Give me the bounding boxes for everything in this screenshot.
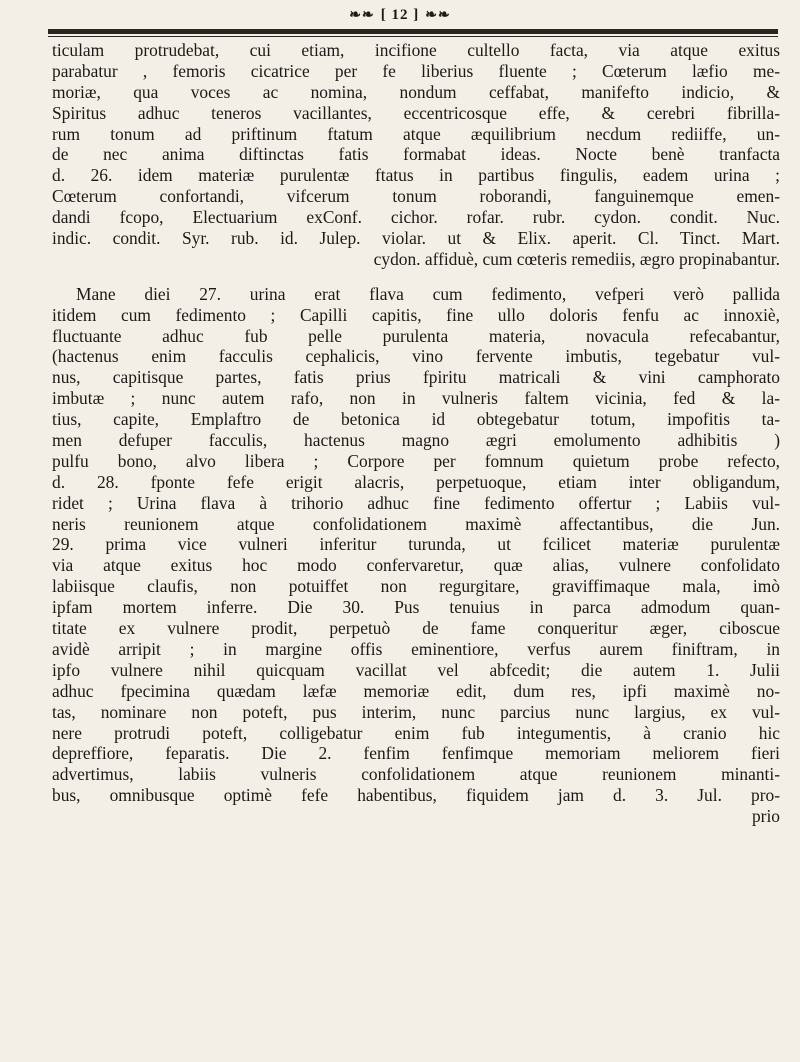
text-line: Spiritus adhuc teneros vacillantes, eccentricosque effe, & cerebri fibrilla- <box>52 102 780 123</box>
text-line: d. 28. fponte fefe erigit alacris, perpetuoque, etiam inter obligandum, <box>52 471 780 492</box>
text-line: adhuc fpecimina quædam læfæ memoriæ edit, dum res, ipfi maximè no- <box>52 680 780 701</box>
text-line: Mane diei 27. urina erat flava cum fedimento, vefperi verò pallida <box>76 283 780 304</box>
text-line: men defuper facculis, hactenus magno ægri emolumento adhibitis ) <box>52 430 780 451</box>
paragraph-gap <box>52 270 780 284</box>
text-line: nus, capitisque partes, fatis prius fpiritu matricali & vini camphorato <box>52 367 780 388</box>
text-line: tius, capite, Emplaftro de betonica id obtegebatur totum, impofitis ta- <box>52 409 780 430</box>
text-line: indic. condit. Syr. rub. id. Julep. violar. ut & Elix. aperit. Cl. Tinct. Mart. <box>52 228 780 249</box>
text-line: ticulam protrudebat, cui etiam, incifione cultello facta, via atque exitus <box>52 40 780 60</box>
text-line: titate ex vulnere prodit, perpetuò de fame conqueritur æger, ciboscue <box>52 618 780 639</box>
header-rule-thin <box>48 36 778 37</box>
text-line: avidè arripit ; in margine offis eminentiore, verfus aurem finiftram, in <box>52 638 780 659</box>
text-line: ipfam mortem inferre. Die 30. Pus tenuius in parca admodum quan- <box>52 597 780 618</box>
text-line: dandi fcopo, Electuarium exConf. cichor. rofar. rubr. cydon. condit. Nuc. <box>52 207 780 228</box>
text-line: rum tonum ad priftinum ftatum atque æquilibrium necdum rediiffe, un- <box>52 123 780 144</box>
text-line: ipfo vulnere nihil quicquam vacillat vel abfcedit; die autem 1. Julii <box>52 659 780 680</box>
text-line: 29. prima vice vulneri inferitur turunda, ut fcilicet materiæ purulentæ <box>52 534 780 555</box>
text-line: bus, omnibusque optimè fefe habentibus, fiquidem jam d. 3. Jul. pro- <box>52 785 780 806</box>
text-line: neris reunionem atque confolidationem maximè affectantibus, die Jun. <box>52 513 780 534</box>
text-line: (hactenus enim facculis cephalicis, vino fervente imbutis, tegebatur vul- <box>52 346 780 367</box>
page-number: [ 12 ] <box>380 6 420 23</box>
text-line: via atque exitus hoc modo confervaretur, quæ alias, vulnere confolidato <box>52 555 780 576</box>
body-text <box>52 40 780 827</box>
paragraph <box>52 40 780 270</box>
text-line: fluctuante adhuc fub pelle purulenta materia, novacula refecabantur, <box>52 325 780 346</box>
text-line: pulfu bono, alvo libera ; Corpore per fomnum quietum probe refecto, <box>52 450 780 471</box>
text-line: labiisque claufis, non potuiffet non regurgitare, graviffimaque mala, imò <box>52 576 780 597</box>
text-line: cydon. affiduè, cum cœteris remediis, ægro propinabantur. <box>373 248 780 269</box>
running-header <box>0 4 800 26</box>
text-line: tas, nominare non poteft, pus interim, nunc parcius nunc largius, ex vul- <box>52 701 780 722</box>
text-line: advertimus, labiis vulneris confolidationem atque reunionem minanti- <box>52 764 780 785</box>
text-line: itidem cum fedimento ; Capilli capitis, fine ullo doloris fenfu ac innoxiè, <box>52 304 780 325</box>
text-line: nere protrudi poteft, colligebatur enim fub integumentis, à cranio hic <box>52 722 780 743</box>
text-line: imbutæ ; nunc autem rafo, non in vulneris faltem vicinia, fed & la- <box>52 388 780 409</box>
text-line: moriæ, qua voces ac nomina, nondum ceffabat, manifefto indicio, & <box>52 81 780 102</box>
text-line: de nec anima diftinctas fatis formabat ideas. Nocte benè tranfacta <box>52 144 780 165</box>
text-line: parabatur , femoris cicatrice per fe liberius fluente ; Cœterum læfio me- <box>52 60 780 81</box>
paragraph <box>52 284 780 827</box>
text-line: ridet ; Urina flava à trihorio adhuc fine fedimento offertur ; Labiis vul- <box>52 492 780 513</box>
text-line: prio <box>751 806 780 827</box>
ornament-left: ❧❧ <box>349 7 375 23</box>
ornament-right: ❧❧ <box>425 7 451 23</box>
text-line: d. 26. idem materiæ purulentæ ftatus in partibus fingulis, eadem urina ; <box>52 165 780 186</box>
header-rule-thick <box>48 29 778 34</box>
text-line: depreffiore, feparatis. Die 2. fenfim fenfimque memoriam meliorem fieri <box>52 743 780 764</box>
text-line: Cœterum confortandi, vifcerum tonum roborandi, fanguinemque emen- <box>52 186 780 207</box>
